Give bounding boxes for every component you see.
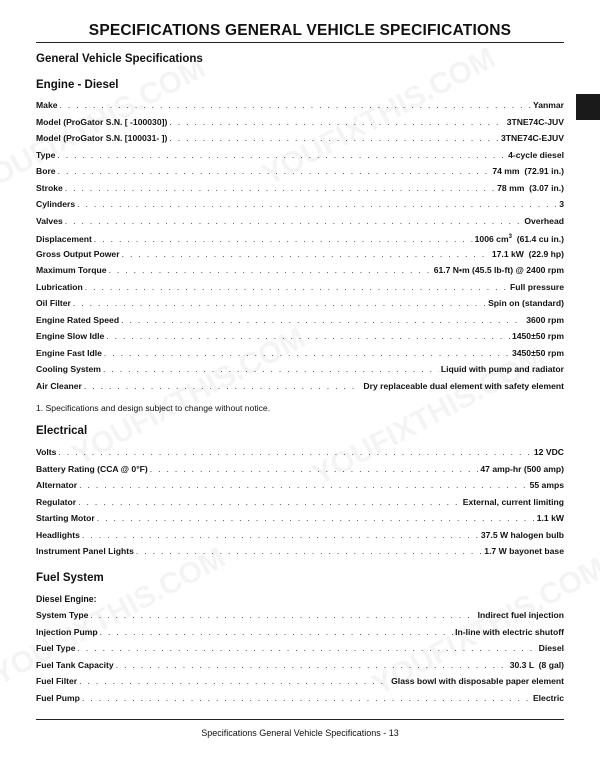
engine-spec-list [36,97,564,394]
spec-value: 55 amps [529,480,564,490]
dot-leader [79,673,389,690]
dot-leader [58,163,491,180]
dot-leader [82,690,531,707]
dot-leader [57,147,506,164]
dot-leader [121,312,524,329]
dot-leader [169,130,499,147]
spec-row [36,328,564,345]
spec-value: 3 [559,199,564,209]
dot-leader [82,527,479,544]
spec-value: 17.1 kW (22.9 hp) [491,248,564,259]
dot-leader [77,196,557,213]
dot-leader [90,607,475,624]
spec-row [36,262,564,279]
dot-leader [136,543,482,560]
spec-value: 3600 rpm [526,314,564,325]
spec-label: Headlights [36,529,80,540]
dot-leader [94,231,473,246]
spec-label: Displacement [36,234,92,244]
spec-row [36,279,564,296]
spec-value: 4-cycle diesel [508,149,564,160]
spec-row [36,163,564,180]
spec-label: Stroke [36,182,63,193]
spec-value: 61.7 N•m (45.5 lb-ft) @ 2400 rpm [433,265,564,275]
spec-label: Bore [36,166,56,176]
spec-row [36,130,564,147]
spec-value: Indirect fuel injection [477,610,564,620]
electrical-spec-list [36,444,564,560]
spec-row [36,213,564,230]
spec-value: 1.7 W bayonet base [484,546,564,556]
dot-leader [109,262,432,279]
spec-value: 37.5 W halogen bulb [480,529,564,540]
engine-footnote: 1. Specifications and design subject to change without notice. [36,403,271,413]
spec-row [36,246,564,263]
dot-leader [78,494,461,511]
spec-value: 3TNE74C-EJUV [500,133,564,143]
section-thumb-tab [576,94,600,120]
spec-row [36,295,564,312]
spec-value: 3TNE74C-JUV [506,116,564,127]
spec-value: Full pressure [510,281,564,292]
dot-leader [169,114,504,131]
spec-value: 1450±50 rpm [511,331,564,341]
spec-row [36,543,564,560]
spec-value: 78 mm (3.07 in.) [497,182,564,193]
page-header-title: SPECIFICATIONS GENERAL VEHICLE SPECIFICATIONS [88,22,512,39]
spec-row [36,229,564,246]
spec-value: 1.1 kW [536,513,564,523]
spec-row [36,312,564,329]
spec-value: 12 VDC [533,447,564,457]
spec-label: Valves [36,215,63,226]
spec-label: Model (ProGator S.N. [ -100030]) [36,116,168,127]
dot-leader [103,361,439,378]
spec-value-superscript: 3 [508,234,512,240]
dot-leader [150,461,479,478]
spec-row [36,510,564,527]
dot-leader [65,180,495,197]
spec-row [36,180,564,197]
spec-label: Regulator [36,496,77,507]
dot-leader [65,213,523,230]
engine-heading: Engine - Diesel [36,79,119,91]
spec-label: Gross Output Power [36,248,120,259]
spec-value-suffix: (61.4 cu in.) [511,234,564,244]
spec-row [36,607,564,624]
spec-value: 30.3 L (8 gal) [509,659,564,670]
spec-value: 47 amp-hr (500 amp) [480,463,564,474]
spec-row [36,345,564,362]
spec-label: Engine Rated Speed [36,314,120,325]
spec-row [36,114,564,131]
spec-label: Model (ProGator S.N. [100031- ]) [36,133,168,143]
spec-label: Fuel Pump [36,692,80,703]
fuel-subheading: Diesel Engine: [36,593,97,604]
spec-label: System Type [36,610,89,620]
spec-row [36,673,564,690]
spec-label: Battery Rating (CCA @ 0°F) [36,463,148,474]
spec-value: External, current limiting [462,496,564,507]
spec-row [36,527,564,544]
spec-label: Fuel Type [36,643,76,653]
dot-leader [73,295,486,312]
spec-row [36,657,564,674]
dot-leader [77,640,536,657]
spec-row [36,461,564,478]
spec-label: Make [36,100,58,110]
spec-row [36,196,564,213]
spec-value: In-line with electric shutoff [455,626,564,637]
spec-value: 74 mm (72.91 in.) [492,166,564,176]
page-title: General Vehicle Specifications [36,53,203,65]
spec-label: Type [36,149,56,160]
spec-value [475,229,564,246]
spec-value: Yanmar [532,100,564,110]
page-footer: Specifications General Vehicle Specifications - 13 [201,728,399,738]
dot-leader [100,624,454,641]
dot-leader [79,477,528,494]
spec-value: Dry replaceable dual element with safety element [363,380,564,391]
footer-divider [36,719,564,720]
spec-label: Fuel Tank Capacity [36,659,114,670]
dot-leader [85,279,508,296]
header-divider [36,42,564,43]
spec-label: Starting Motor [36,513,95,523]
spec-value: Electric [532,692,564,703]
spec-row [36,690,564,707]
spec-label: Alternator [36,480,78,490]
dot-leader [84,378,362,395]
dot-leader [58,444,532,461]
spec-label: Instrument Panel Lights [36,546,134,556]
spec-value-main: 1006 cm [474,234,509,244]
dot-leader [122,246,490,263]
page-content [36,50,564,706]
spec-value: Glass bowl with disposable paper element [391,676,564,686]
spec-row [36,624,564,641]
spec-value: Diesel [538,643,564,653]
fuel-spec-list [36,607,564,706]
spec-label: Fuel Filter [36,676,78,686]
dot-leader [116,657,508,674]
dot-leader [60,97,531,114]
electrical-heading: Electrical [36,425,88,437]
spec-row [36,147,564,164]
spec-label: Volts [36,447,57,457]
dot-leader [97,510,535,527]
fuel-heading: Fuel System [36,571,104,584]
spec-label: Maximum Torque [36,265,107,275]
spec-label: Lubrication [36,281,83,292]
spec-label: Engine Slow Idle [36,331,105,341]
spec-label: Oil Filter [36,298,71,308]
spec-label: Cooling System [36,364,101,374]
dot-leader [106,328,510,345]
spec-value: Overhead [524,215,564,226]
spec-value: Spin on (standard) [488,298,564,308]
spec-row [36,361,564,378]
spec-value: Liquid with pump and radiator [440,364,564,374]
spec-value: 3450±50 rpm [511,347,564,358]
spec-row [36,640,564,657]
spec-row [36,494,564,511]
spec-label: Injection Pump [36,626,98,637]
spec-row [36,444,564,461]
spec-label: Air Cleaner [36,380,82,391]
dot-leader [104,345,510,362]
spec-row [36,378,564,395]
spec-label: Cylinders [36,199,76,209]
spec-row [36,477,564,494]
spec-label: Engine Fast Idle [36,347,102,358]
spec-row [36,97,564,114]
